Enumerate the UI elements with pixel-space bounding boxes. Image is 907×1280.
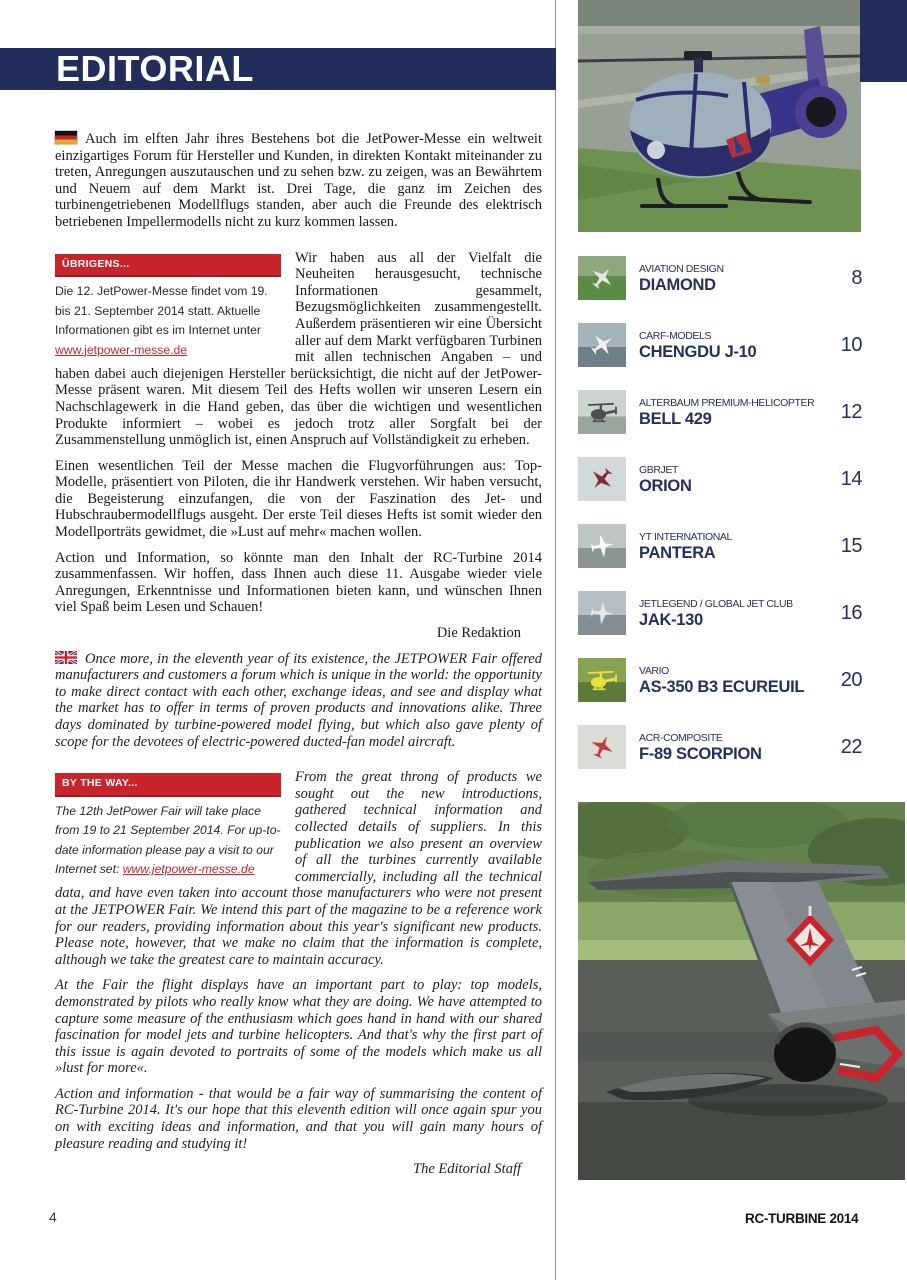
german-paragraph-4: Action und Information, so könnte man den Inhalt der RC-Turbine 2014 zusammenfassen. Wir hoffen, dass Ihnen auch diese 11. Ausgabe wieder viele Anregungen, Erkenntnisse und Informationen bieten kann, und wünschen Ihnen viel Spaß beim Lesen und Schauen!: [55, 549, 542, 616]
german-paragraph-3: Einen wesentlichen Teil der Messe machen die Flugvorführungen aus: Top-Modelle, präsentiert von Piloten, die ihr Handwerk verstehen. Wir haben versucht, die Begeisterung einzufangen, die von der Faszination des Jet- und Hubschraubermodellflugs ausgeht. Der erste Teil dieses Hefts ist somit wieder den Modellporträts gewidmet, die »Lust auf mehr« machen wollen.: [55, 457, 542, 541]
header-bar: [0, 48, 556, 90]
toc-thumbnail-jet: [578, 457, 626, 501]
toc-item-f89-scorpion: [578, 725, 862, 769]
toc-page-number: 12: [840, 400, 862, 423]
toc-brand: ACR-COMPOSITE: [639, 731, 723, 744]
toc-item-bell-429: [578, 390, 862, 434]
toc-page-number: 20: [840, 668, 862, 691]
uebrigens-box-header: ÜBRIGENS...: [55, 254, 281, 278]
by-the-way-box-header: BY THE WAY...: [55, 773, 281, 797]
toc-brand: JETLEGEND / GLOBAL JET CLUB: [639, 597, 793, 610]
toc-brand: CARF-MODELS: [639, 329, 712, 342]
toc-model: F-89 SCORPION: [639, 744, 762, 763]
editorial-column: [55, 131, 542, 1187]
by-the-way-info-box: [55, 773, 281, 880]
toc-brand: AVIATION DESIGN: [639, 262, 724, 275]
toc-page-number: 16: [840, 601, 862, 624]
toc-thumbnail-jet: [578, 323, 626, 367]
helicopter-photo-graphic: [578, 0, 861, 232]
toc-model: JAK-130: [639, 610, 703, 629]
table-of-contents: [578, 256, 862, 792]
toc-item-chengdu-j10: [578, 323, 862, 367]
by-the-way-box-body: The 12th JetPower Fair will take place from 19 to 21 September 2014. For up-to-date information please pay a visit to our Internet set: www.jetpower-messe.de: [55, 803, 281, 877]
toc-model: ORION: [639, 476, 692, 495]
german-intro-paragraph: Auch im elften Jahr ihres Bestehens bot die JetPower-Messe ein weltweit einzigartiges Forum für Hersteller und Kunden, in direkten Kontakt miteinander zu treten, Anregungen auszutauschen und zu sehen bzw. zu zeigen, was an Bewährtem und Neuem auf dem Markt ist. Drei Tage, die ganz im Zeichen des turbinengetriebenen Modellflugs standen, aber auch die Freunde des elektrisch betriebenen Impellermodells nicht zu kurz kommen lassen.: [55, 131, 542, 230]
toc-page-number: 15: [840, 534, 862, 557]
toc-item-as350-ecureuil: [578, 658, 862, 702]
english-signature: The Editorial Staff: [413, 1161, 521, 1178]
toc-thumbnail-jet: [578, 725, 626, 769]
toc-item-orion: [578, 457, 862, 501]
toc-thumbnail-jet: [578, 591, 626, 635]
english-paragraph-4: Action and information - that would be a fair way of summarising the content of RC-Turbine 2014. It's our hope that this eleventh edition will once again spur you on with exciting ideas and information, and that you will gain many hours of pleasure reading and studying it!: [55, 1085, 542, 1152]
toc-brand: ALTERBAUM PREMIUM-HELICOPTER: [639, 396, 815, 409]
toc-page-number: 8: [851, 266, 862, 289]
jet-tail-photo-graphic: [578, 802, 905, 1180]
helicopter-photo: [578, 0, 861, 232]
toc-page-number: 22: [840, 735, 862, 758]
toc-brand: GBRJET: [639, 463, 679, 476]
page-title: EDITORIAL: [56, 48, 254, 89]
jet-tail-photo: [578, 802, 905, 1180]
jetpower-link-en[interactable]: www.jetpower-messe.de: [122, 862, 255, 877]
toc-thumbnail-jet: [578, 256, 626, 300]
toc-thumbnail-helicopter: [578, 658, 626, 702]
toc-model: CHENGDU J-10: [639, 342, 757, 361]
toc-thumbnail-helicopter: [578, 390, 626, 434]
toc-item-jak-130: [578, 591, 862, 635]
english-paragraph-3: At the Fair the flight displays have an important part to play: top models, demonstrated by pilots who really know what they are doing. We have attempted to capture some measure of the enthusiasm which goes hand in hand with our shared fascination for model jets and turbine helicopters. And that's why the first part of this issue is again devoted to portraits of some of the models which make us all »lust for more«.: [55, 977, 542, 1077]
uebrigens-box-body: Die 12. JetPower-Messe findet vom 19. bis 21. September 2014 statt. Aktuelle Informationen gibt es im Internet unter www.jetpower-messe.de: [55, 284, 268, 357]
toc-item-pantera: [578, 524, 862, 568]
german-paragraph-2: Wir haben aus all der Vielfalt die Neuheiten herausgesucht, technische Informationen gesammelt, Bezugsmöglichkeiten zusammengestellt. Außerdem präsentieren wir eine Übersicht aller auf dem Markt verfügbaren Turbinen mit allen technischen Angaben – und haben dabei auch diejenigen Hersteller berücksichtigt, die nicht auf der JetPower-Messe präsent waren. Mit diesem Teil des Hefts wollen wir unseren Lesern ein Nachschlagewerk in die Hand geben, das über die wichtigen und wesentlichen Produkte informiert – wobei es jedoch trotz aller Sorgfalt bei der Zusammenstellung unmöglich ist, einen Anspruch auf Vollständigkeit zu erheben.: [55, 249, 542, 449]
jetpower-link-de[interactable]: www.jetpower-messe.de: [55, 342, 188, 357]
toc-thumbnail-jet: [578, 524, 626, 568]
english-paragraph-2: From the great throng of products we sought out the new introductions, gathered technical information and collected details of suppliers. In this publication we also present an overview of all the turbines currently available commercially, including all the technical data, and have even taken into account those manufacturers who were not present at the JETPOWER Fair. We intend this part of the magazine to be a reference work for our readers, providing information about this year's significant new products. Please note, however, that we make no claim that the information is complete, although we take the greatest care to maintain accuracy.: [55, 769, 542, 968]
magazine-brand-footer: RC-TURBINE 2014: [745, 1211, 859, 1226]
toc-item-diamond: [578, 256, 862, 300]
toc-model: DIAMOND: [639, 275, 716, 294]
navy-corner-block: [860, 0, 907, 82]
german-signature: Die Redaktion: [436, 625, 521, 642]
column-divider: [555, 0, 556, 1280]
english-intro-paragraph: Once more, in the eleventh year of its existence, the JETPOWER Fair offered manufacturers and customers a forum which is unique in the world: the opportunity to make direct contact with each other, exchange ideas, and see and display what the market has to offer in terms of proven products and innovations alike. Three days dominated by turbine-powered model flying, but which also gave plenty of scope for the devotees of electric-powered ducted-fan model aircraft.: [55, 650, 542, 750]
uebrigens-info-box: [55, 254, 281, 361]
toc-model: BELL 429: [639, 409, 712, 428]
uk-flag-icon: [55, 651, 77, 664]
toc-page-number: 10: [840, 333, 862, 356]
toc-model: PANTERA: [639, 543, 716, 562]
toc-page-number: 14: [840, 467, 862, 490]
page-number: 4: [49, 1209, 57, 1225]
toc-brand: VARIO: [639, 664, 669, 677]
toc-model: AS-350 B3 ECUREUIL: [639, 677, 805, 696]
toc-brand: YT INTERNATIONAL: [639, 530, 732, 543]
german-flag-icon: [55, 131, 77, 144]
